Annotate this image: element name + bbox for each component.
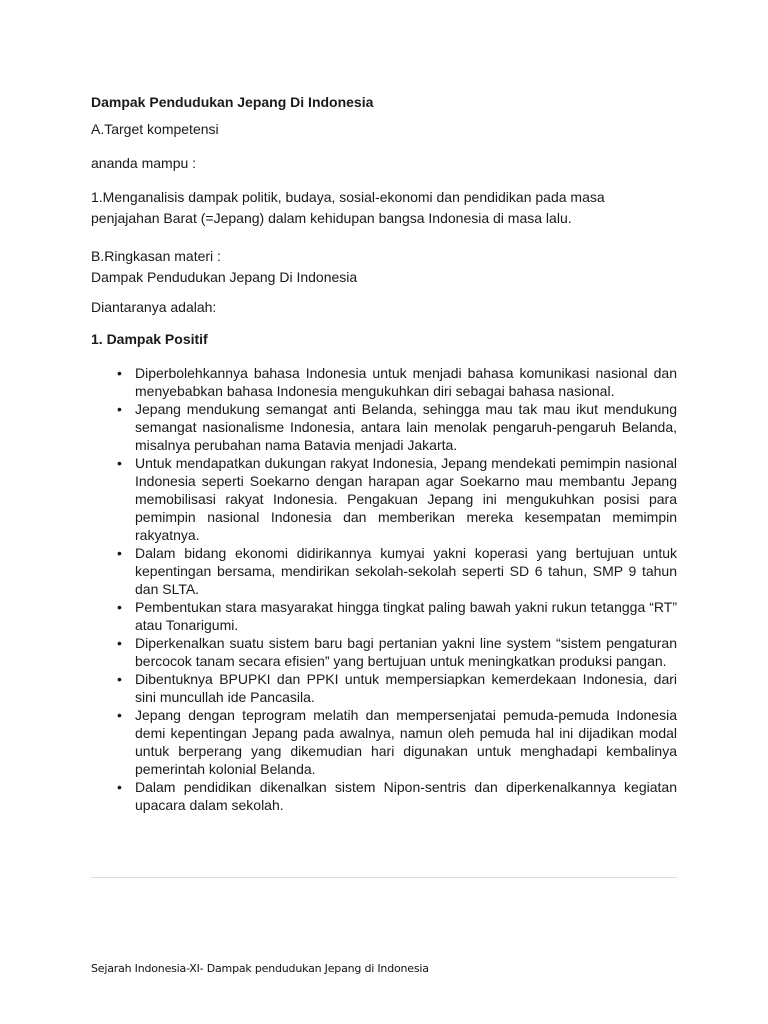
list-item-text: Jepang mendukung semangat anti Belanda, sehingga mau tak mau ikut mendukung semangat nasionalisme Indonesia, antara lain menolak pengaruh-pengaruh Belanda, misalnya perubahan nama Batavia menjadi Jakarta. — [135, 401, 677, 453]
bullet-icon: • — [117, 599, 122, 615]
list-item — [91, 598, 677, 634]
positive-heading: 1. Dampak Positif — [91, 331, 208, 347]
list-item — [91, 364, 677, 400]
list-item — [91, 706, 677, 778]
page-footer: Sejarah Indonesia-XI- Dampak pendudukan Jepang di Indonesia — [91, 962, 429, 975]
list-item — [91, 544, 677, 598]
section-a-heading: A.Target kompetensi — [91, 121, 219, 137]
document-body — [91, 93, 677, 814]
intro-text: ananda mampu : — [91, 155, 197, 171]
objective-text: 1.Menganalisis dampak politik, budaya, sosial-ekonomi dan pendidikan pada masa penjajahan Barat (=Jepang) dalam kehidupan bangsa Indonesia di masa lalu. — [91, 189, 605, 226]
document-title: Dampak Pendudukan Jepang Di Indonesia — [91, 94, 374, 110]
list-item-text: Diperbolehkannya bahasa Indonesia untuk menjadi bahasa komunikasi nasional dan menyebabkan bahasa Indonesia mengukuhkan diri sebagai bahasa nasional. — [135, 365, 677, 399]
list-item — [91, 400, 677, 454]
among-text: Diantaranya adalah: — [91, 299, 217, 315]
list-item-text: Dibentuknya BPUPKI dan PPKI untuk mempersiapkan kemerdekaan Indonesia, dari sini muncullah ide Pancasila. — [135, 671, 677, 705]
summary-title: Dampak Pendudukan Jepang Di Indonesia — [91, 269, 358, 285]
section-b-heading: B.Ringkasan materi : — [91, 248, 221, 264]
list-item-text: Untuk mendapatkan dukungan rakyat Indonesia, Jepang mendekati pemimpin nasional Indonesia seperti Soekarno dengan harapan agar Soekarno mau membantu Jepang memobilisasi rakyat Indonesia. Pengakuan Jepang ini mengukuhkan posisi para pemimpin nasional Indonesia dan memberikan mereka kesempatan memimpin rakyatnya. — [135, 455, 677, 543]
bullet-icon: • — [117, 545, 122, 561]
bullet-icon: • — [117, 707, 122, 723]
positive-list — [91, 364, 677, 814]
list-item — [91, 454, 677, 544]
list-item — [91, 670, 677, 706]
list-item-text: Dalam pendidikan dikenalkan sistem Nipon-sentris dan diperkenalkannya kegiatan upacara dalam sekolah. — [135, 779, 677, 813]
list-item — [91, 634, 677, 670]
list-item-text: Pembentukan stara masyarakat hingga tingkat paling bawah yakni rukun tetangga “RT” atau Tonarigumi. — [135, 599, 677, 633]
list-item-text: Dalam bidang ekonomi didirikannya kumyai yakni koperasi yang bertujuan untuk kepentingan bersama, mendirikan sekolah-sekolah seperti SD 6 tahun, SMP 9 tahun dan SLTA. — [135, 545, 677, 597]
bullet-icon: • — [117, 455, 122, 471]
bullet-icon: • — [117, 635, 122, 651]
list-item-text: Jepang dengan teprogram melatih dan mempersenjatai pemuda-pemuda Indonesia demi kepentingan Jepang pada awalnya, namun oleh pemuda hal ini dijadikan modal untuk berperang yang dikemudian hari digunakan untuk menghadapi kembalinya pemerintah kolonial Belanda. — [135, 707, 677, 777]
list-item — [91, 778, 677, 814]
bullet-icon: • — [117, 401, 122, 417]
footer-divider — [91, 877, 677, 878]
bullet-icon: • — [117, 779, 122, 795]
list-item-text: Diperkenalkan suatu sistem baru bagi pertanian yakni line system “sistem pengaturan bercocok tanam secara efisien” yang bertujuan untuk meningkatkan produksi pangan. — [135, 635, 677, 669]
bullet-icon: • — [117, 365, 122, 381]
bullet-icon: • — [117, 671, 122, 687]
